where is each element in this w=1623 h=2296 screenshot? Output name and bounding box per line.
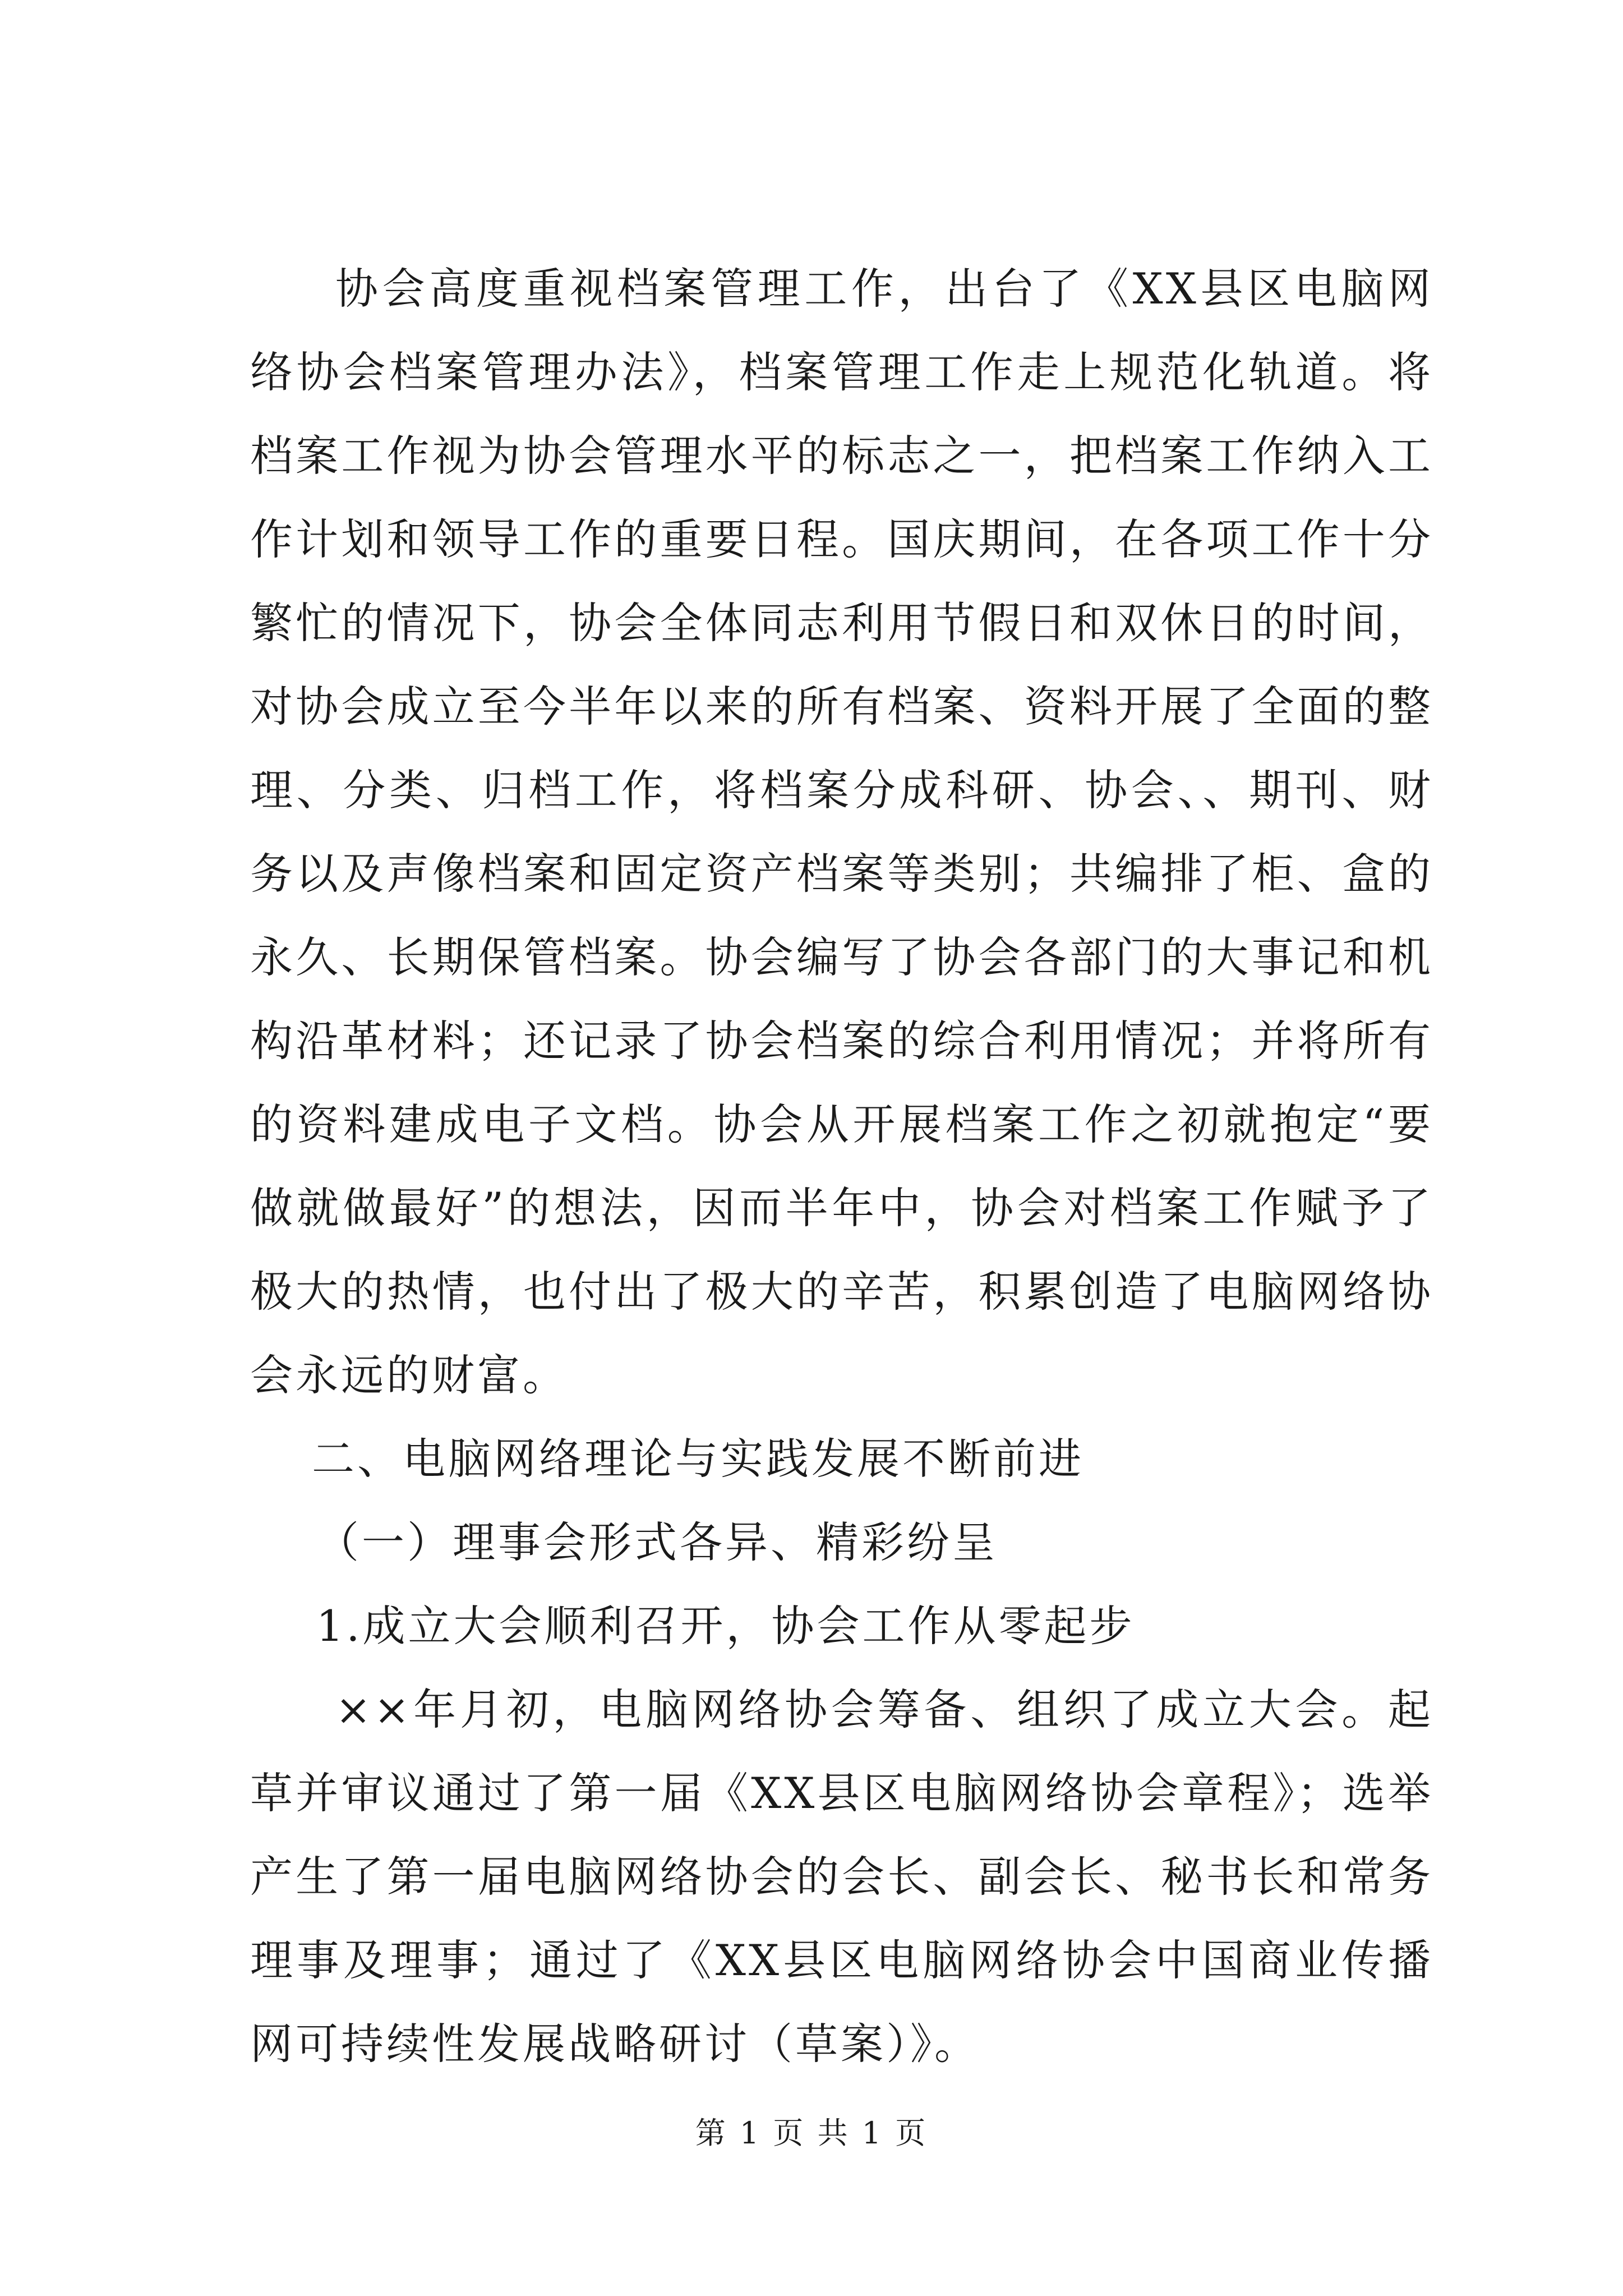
paragraph-archives-management: 协会高度重视档案管理工作，出台了《XX县区电脑网络协会档案管理办法》，档案管理工作走上规范化轨道。将档案工作视为协会管理水平的标志之一，把档案工作纳入工作计划和领导工作的重要日程。国庆期间，在各项工作十分繁忙的情况下，协会全体同志利用节假日和双休日的时间，对协会成立至今半年以来的所有档案、资料开展了全面的整理、分类、归档工作，将档案分成科研、协会、、期刊、财务以及声像档案和固定资产档案等类别；共编排了柜、盒的永久、长期保管档案。协会编写了协会各部门的大事记和机构沿革材料；还记录了协会档案的综合利用情况；并将所有的资料建成电子文档。协会从开展档案工作之初就抱定“要做就做最好”的想法，因而半年中，协会对档案工作赋予了极大的热情，也付出了极大的辛苦，积累创造了电脑网络协会永远的财富。 [250, 264, 1433, 1400]
item-heading-founding-meeting: 1.成立大会顺利召开，协会工作从零起步 [316, 1601, 1135, 1651]
subsection-heading-council: （一）理事会形式各异、精彩纷呈 [316, 1517, 998, 1567]
page-footer: 第 1 页 共 1 页 [695, 2115, 928, 2151]
paragraph-founding-meeting: ××年月初，电脑网络协会筹备、组织了成立大会。起草并审议通过了第一届《XX县区电脑网络协会章程》；选举产生了第一届电脑网络协会的会长、副会长、秘书长和常务理事及理事；通过了《XX县区电脑网络协会中国商业传播网可持续性发展战略研讨（草案）》。 [250, 1685, 1433, 2069]
document-body [250, 247, 1433, 2086]
section-heading-theory-practice: 二、电脑网络理论与实践发展不断前进 [312, 1434, 1084, 1484]
